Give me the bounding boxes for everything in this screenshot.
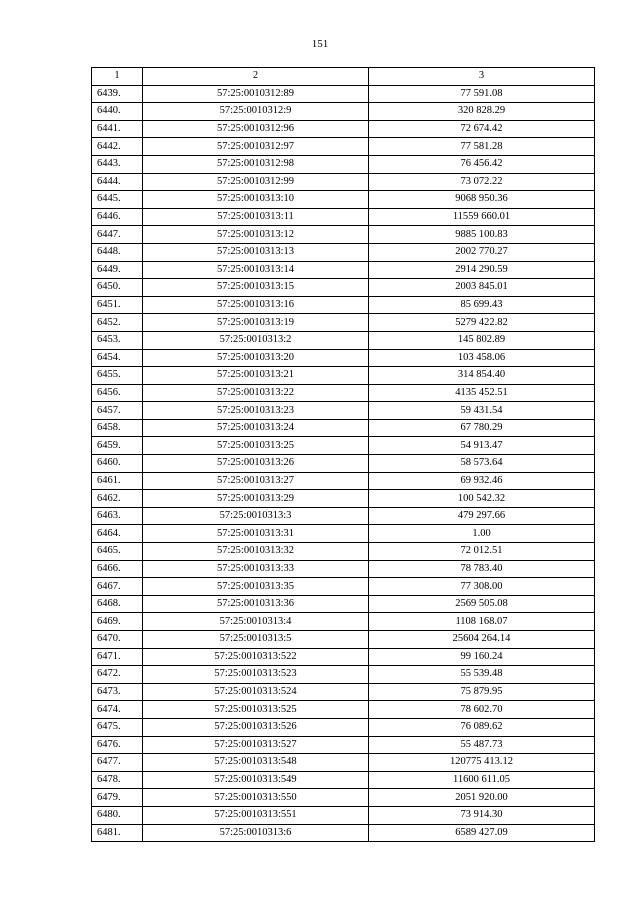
value-cell: 1.00 (369, 525, 595, 543)
row-number-cell: 6480. (92, 806, 143, 824)
table-row (92, 85, 595, 103)
value-cell: 72 012.51 (369, 543, 595, 561)
cadastral-number-cell: 57:25:0010313:527 (143, 736, 369, 754)
cadastral-number-cell: 57:25:0010313:2 (143, 331, 369, 349)
value-cell: 11600 611.05 (369, 771, 595, 789)
value-cell: 58 573.64 (369, 455, 595, 473)
cadastral-number-cell: 57:25:0010313:551 (143, 806, 369, 824)
row-number-cell: 6460. (92, 455, 143, 473)
table-row (92, 683, 595, 701)
value-cell: 2569 505.08 (369, 595, 595, 613)
table-row (92, 296, 595, 314)
row-number-cell: 6479. (92, 789, 143, 807)
row-number-cell: 6474. (92, 701, 143, 719)
row-number-cell: 6477. (92, 754, 143, 772)
value-cell: 77 581.28 (369, 138, 595, 156)
table-header-row (92, 68, 595, 86)
table-row (92, 384, 595, 402)
row-number-cell: 6457. (92, 402, 143, 420)
table-row (92, 806, 595, 824)
value-cell: 78 783.40 (369, 560, 595, 578)
value-cell: 479 297.66 (369, 507, 595, 525)
value-cell: 120775 413.12 (369, 754, 595, 772)
cadastral-number-cell: 57:25:0010312:9 (143, 103, 369, 121)
row-number-cell: 6443. (92, 155, 143, 173)
cadastral-number-cell: 57:25:0010313:35 (143, 578, 369, 596)
table-row (92, 631, 595, 649)
cadastral-number-cell: 57:25:0010313:22 (143, 384, 369, 402)
table-row (92, 173, 595, 191)
row-number-cell: 6439. (92, 85, 143, 103)
row-number-cell: 6466. (92, 560, 143, 578)
cadastral-number-cell: 57:25:0010313:549 (143, 771, 369, 789)
value-cell: 103 458.06 (369, 349, 595, 367)
table-row (92, 595, 595, 613)
cadastral-number-cell: 57:25:0010313:12 (143, 226, 369, 244)
table-row (92, 718, 595, 736)
cadastral-number-cell: 57:25:0010313:29 (143, 490, 369, 508)
value-cell: 100 542.32 (369, 490, 595, 508)
table-row (92, 648, 595, 666)
table-row (92, 754, 595, 772)
value-cell: 73 072.22 (369, 173, 595, 191)
cadastral-number-cell: 57:25:0010313:11 (143, 208, 369, 226)
row-number-cell: 6475. (92, 718, 143, 736)
value-cell: 2002 770.27 (369, 243, 595, 261)
cadastral-number-cell: 57:25:0010313:526 (143, 718, 369, 736)
row-number-cell: 6478. (92, 771, 143, 789)
table-row (92, 226, 595, 244)
cadastral-number-cell: 57:25:0010313:3 (143, 507, 369, 525)
cadastral-number-cell: 57:25:0010313:548 (143, 754, 369, 772)
value-cell: 1108 168.07 (369, 613, 595, 631)
row-number-cell: 6462. (92, 490, 143, 508)
cadastral-number-cell: 57:25:0010312:96 (143, 120, 369, 138)
value-cell: 145 802.89 (369, 331, 595, 349)
cadastral-number-cell: 57:25:0010312:98 (143, 155, 369, 173)
value-cell: 99 160.24 (369, 648, 595, 666)
cadastral-number-cell: 57:25:0010313:19 (143, 314, 369, 332)
cadastral-number-cell: 57:25:0010313:20 (143, 349, 369, 367)
table-row (92, 771, 595, 789)
cadastral-number-cell: 57:25:0010313:24 (143, 419, 369, 437)
cadastral-number-cell: 57:25:0010313:524 (143, 683, 369, 701)
table-row (92, 191, 595, 209)
value-cell: 2914 290.59 (369, 261, 595, 279)
row-number-cell: 6446. (92, 208, 143, 226)
table-row (92, 789, 595, 807)
row-number-cell: 6442. (92, 138, 143, 156)
table-row (92, 507, 595, 525)
table-row (92, 155, 595, 173)
row-number-cell: 6469. (92, 613, 143, 631)
table-row (92, 138, 595, 156)
table-row (92, 279, 595, 297)
cadastral-number-cell: 57:25:0010313:26 (143, 455, 369, 473)
cadastral-number-cell: 57:25:0010313:31 (143, 525, 369, 543)
table-row (92, 419, 595, 437)
row-number-cell: 6447. (92, 226, 143, 244)
table-row (92, 402, 595, 420)
table-row (92, 314, 595, 332)
cadastral-number-cell: 57:25:0010313:27 (143, 472, 369, 490)
row-number-cell: 6456. (92, 384, 143, 402)
cadastral-number-cell: 57:25:0010313:23 (143, 402, 369, 420)
row-number-cell: 6471. (92, 648, 143, 666)
cadastral-value-table (91, 67, 595, 842)
row-number-cell: 6455. (92, 367, 143, 385)
cadastral-number-cell: 57:25:0010313:522 (143, 648, 369, 666)
cadastral-number-cell: 57:25:0010313:4 (143, 613, 369, 631)
value-cell: 78 602.70 (369, 701, 595, 719)
table-row (92, 472, 595, 490)
cadastral-number-cell: 57:25:0010313:15 (143, 279, 369, 297)
value-cell: 55 539.48 (369, 666, 595, 684)
column-header-number: 1 (92, 68, 143, 86)
row-number-cell: 6459. (92, 437, 143, 455)
table-row (92, 367, 595, 385)
value-cell: 5279 422.82 (369, 314, 595, 332)
cadastral-number-cell: 57:25:0010313:13 (143, 243, 369, 261)
value-cell: 85 699.43 (369, 296, 595, 314)
value-cell: 59 431.54 (369, 402, 595, 420)
row-number-cell: 6465. (92, 543, 143, 561)
table-row (92, 701, 595, 719)
table-row (92, 243, 595, 261)
cadastral-number-cell: 57:25:0010312:97 (143, 138, 369, 156)
row-number-cell: 6468. (92, 595, 143, 613)
value-cell: 77 591.08 (369, 85, 595, 103)
value-cell: 75 879.95 (369, 683, 595, 701)
value-cell: 76 456.42 (369, 155, 595, 173)
value-cell: 67 780.29 (369, 419, 595, 437)
value-cell: 25604 264.14 (369, 631, 595, 649)
value-cell: 4135 452.51 (369, 384, 595, 402)
cadastral-number-cell: 57:25:0010313:5 (143, 631, 369, 649)
table-row (92, 525, 595, 543)
row-number-cell: 6476. (92, 736, 143, 754)
row-number-cell: 6441. (92, 120, 143, 138)
table-row (92, 349, 595, 367)
table-row (92, 261, 595, 279)
row-number-cell: 6481. (92, 824, 143, 842)
cadastral-number-cell: 57:25:0010313:10 (143, 191, 369, 209)
column-header-cadastral-number: 2 (143, 68, 369, 86)
row-number-cell: 6451. (92, 296, 143, 314)
table-row (92, 437, 595, 455)
value-cell: 76 089.62 (369, 718, 595, 736)
value-cell: 73 914.30 (369, 806, 595, 824)
table-row (92, 578, 595, 596)
row-number-cell: 6452. (92, 314, 143, 332)
cadastral-number-cell: 57:25:0010313:36 (143, 595, 369, 613)
row-number-cell: 6467. (92, 578, 143, 596)
value-cell: 2051 920.00 (369, 789, 595, 807)
value-cell: 11559 660.01 (369, 208, 595, 226)
value-cell: 2003 845.01 (369, 279, 595, 297)
table-row (92, 824, 595, 842)
row-number-cell: 6470. (92, 631, 143, 649)
table-row (92, 331, 595, 349)
row-number-cell: 6445. (92, 191, 143, 209)
row-number-cell: 6448. (92, 243, 143, 261)
table-row (92, 103, 595, 121)
row-number-cell: 6454. (92, 349, 143, 367)
table-row (92, 736, 595, 754)
table-row (92, 666, 595, 684)
cadastral-number-cell: 57:25:0010313:523 (143, 666, 369, 684)
cadastral-number-cell: 57:25:0010312:89 (143, 85, 369, 103)
row-number-cell: 6444. (92, 173, 143, 191)
row-number-cell: 6463. (92, 507, 143, 525)
cadastral-number-cell: 57:25:0010313:21 (143, 367, 369, 385)
row-number-cell: 6440. (92, 103, 143, 121)
table-row (92, 613, 595, 631)
cadastral-number-cell: 57:25:0010313:525 (143, 701, 369, 719)
value-cell: 314 854.40 (369, 367, 595, 385)
cadastral-number-cell: 57:25:0010313:33 (143, 560, 369, 578)
row-number-cell: 6464. (92, 525, 143, 543)
row-number-cell: 6473. (92, 683, 143, 701)
row-number-cell: 6472. (92, 666, 143, 684)
row-number-cell: 6449. (92, 261, 143, 279)
cadastral-number-cell: 57:25:0010313:14 (143, 261, 369, 279)
table-row (92, 490, 595, 508)
table-body (92, 85, 595, 842)
value-cell: 9885 100.83 (369, 226, 595, 244)
row-number-cell: 6453. (92, 331, 143, 349)
row-number-cell: 6450. (92, 279, 143, 297)
column-header-value: 3 (369, 68, 595, 86)
value-cell: 77 308.00 (369, 578, 595, 596)
table-row (92, 543, 595, 561)
value-cell: 69 932.46 (369, 472, 595, 490)
table-row (92, 120, 595, 138)
table-row (92, 560, 595, 578)
cadastral-number-cell: 57:25:0010313:6 (143, 824, 369, 842)
row-number-cell: 6461. (92, 472, 143, 490)
table-row (92, 208, 595, 226)
value-cell: 55 487.73 (369, 736, 595, 754)
cadastral-number-cell: 57:25:0010313:32 (143, 543, 369, 561)
cadastral-number-cell: 57:25:0010313:550 (143, 789, 369, 807)
row-number-cell: 6458. (92, 419, 143, 437)
value-cell: 6589 427.09 (369, 824, 595, 842)
table-row (92, 455, 595, 473)
cadastral-number-cell: 57:25:0010313:25 (143, 437, 369, 455)
value-cell: 72 674.42 (369, 120, 595, 138)
cadastral-number-cell: 57:25:0010312:99 (143, 173, 369, 191)
cadastral-number-cell: 57:25:0010313:16 (143, 296, 369, 314)
value-cell: 320 828.29 (369, 103, 595, 121)
value-cell: 9068 950.36 (369, 191, 595, 209)
page-number: 151 (311, 38, 329, 50)
value-cell: 54 913.47 (369, 437, 595, 455)
